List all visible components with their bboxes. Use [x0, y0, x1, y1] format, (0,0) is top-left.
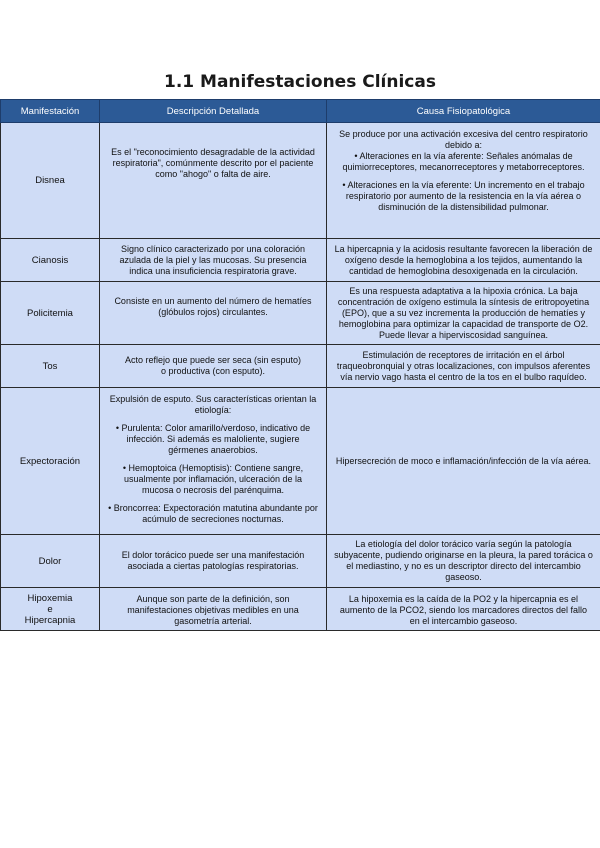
description-text: o productiva (con esputo).: [160, 366, 266, 376]
table-row: [1, 123, 600, 239]
description-text: El dolor torácico puede ser una manifestación asociada a ciertas patologías respiratorias.: [121, 550, 305, 571]
row-cause: [327, 535, 600, 588]
header-manifestation: Manifestación: [1, 100, 100, 123]
description-text: Es el "reconocimiento desagradable de la actividad respiratoria", comúnmente descrito por el paciente como "ahogo" o falta de aire.: [111, 147, 315, 179]
cause-text: Hipersecreción de moco e inflamación/infección de la vía aérea.: [335, 455, 592, 466]
row-name: Expectoración: [1, 388, 100, 535]
row-name: Policitemia: [1, 282, 100, 345]
table-row: [1, 535, 600, 588]
row-name: Hipoxemia e Hipercapnia: [1, 588, 100, 631]
table-row: [1, 282, 600, 345]
table-row: [1, 239, 600, 282]
description-text: Expulsión de esputo. Sus características orientan la etiología:: [109, 394, 317, 415]
row-name: Cianosis: [1, 239, 100, 282]
description-bullet: • Broncorrea: Expectoración matutina abundante por acúmulo de secreciones nocturnas.: [108, 503, 318, 524]
description-bullet: • Purulenta: Color amarillo/verdoso, indicativo de infección. Si además es maloliente, sugiere gérmenes anaerobios.: [115, 423, 311, 455]
row-name: Dolor: [1, 535, 100, 588]
description-text: Acto reflejo que puede ser seca (sin esputo): [124, 355, 302, 365]
row-description: [100, 588, 327, 631]
row-cause: [327, 345, 600, 388]
row-cause: [327, 239, 600, 282]
row-cause: [327, 282, 600, 345]
description-bullet: • Hemoptoica (Hemoptisis): Contiene sangre, usualmente por inflamación, ulceración de la mucosa o necrosis del parénquima.: [122, 463, 304, 495]
cause-text: La etiología del dolor torácico varía según la patología subyacente, pudiendo originarse en la pleura, la pared torácica o el mediastino, y no es un descriptor directo del intercambio gaseoso.: [334, 539, 593, 582]
description-text: Aunque son parte de la definición, son manifestaciones objetivas medibles en una gasometría arterial.: [127, 594, 299, 626]
cause-bullet: • Alteraciones en la vía eferente: Un incremento en el trabajo respiratorio por aumento de la resistencia en la vía aérea o disminución de la distensibilidad pulmonar.: [342, 180, 585, 212]
table-row: [1, 345, 600, 388]
row-description: [100, 535, 327, 588]
row-cause: [327, 588, 600, 631]
row-name: Disnea: [1, 123, 100, 239]
manifestations-table: [0, 99, 600, 631]
row-name: Tos: [1, 345, 100, 388]
page-title: 1.1 Manifestaciones Clínicas: [164, 72, 436, 92]
table-header-row: [1, 100, 600, 123]
description-text: Signo clínico caracterizado por una coloración azulada de la piel y las mucosas. Su presencia indica una insuficiencia respiratoria grave.: [119, 243, 307, 276]
row-description: [100, 239, 327, 282]
cause-bullet: • Alteraciones en la vía aferente: Señales anómalas de quimiorreceptores, mecanorreceptores y metaborreceptores.: [342, 151, 585, 172]
cause-text: Se produce por una activación excesiva del centro respiratorio debido a:: [339, 129, 588, 150]
table-row: [1, 588, 600, 631]
row-description: [100, 388, 327, 535]
header-description: Descripción Detallada: [100, 100, 327, 123]
cause-text: La hipercapnia y la acidosis resultante favorecen la liberación de oxígeno desde la hemoglobina a los tejidos, aumentando la cantidad de hemoglobina desoxigenada en la circulación.: [334, 243, 593, 276]
cause-text: Es una respuesta adaptativa a la hipoxia crónica. La baja concentración de oxígeno estimula la síntesis de eritropoyetina (EPO), que a su vez incrementa la producción de hematíes y hemoglobina para optimizar la capacidad de transporte de O2. Puede llevar a hiperviscosidad sanguínea.: [337, 285, 590, 340]
description-text: Consiste en un aumento del número de hematíes (glóbulos rojos) circulantes.: [114, 296, 312, 317]
header-cause: Causa Fisiopatológica: [327, 100, 600, 123]
row-cause: [327, 388, 600, 535]
row-description: [100, 345, 327, 388]
cause-text: La hipoxemia es la caída de la PO2 y la hipercapnia es el aumento de la PCO2, siendo los marcadores directos del fallo en el intercambio gaseoso.: [339, 594, 588, 626]
cause-text: Estimulación de receptores de irritación en el árbol traqueobronquial y otras localizaciones, con impulsos aferentes vía nervio vago hasta el centro de la tos en el bulbo raquídeo.: [336, 349, 591, 382]
table-row: [1, 388, 600, 535]
row-cause: [327, 123, 600, 239]
row-description: [100, 282, 327, 345]
row-description: [100, 123, 327, 239]
